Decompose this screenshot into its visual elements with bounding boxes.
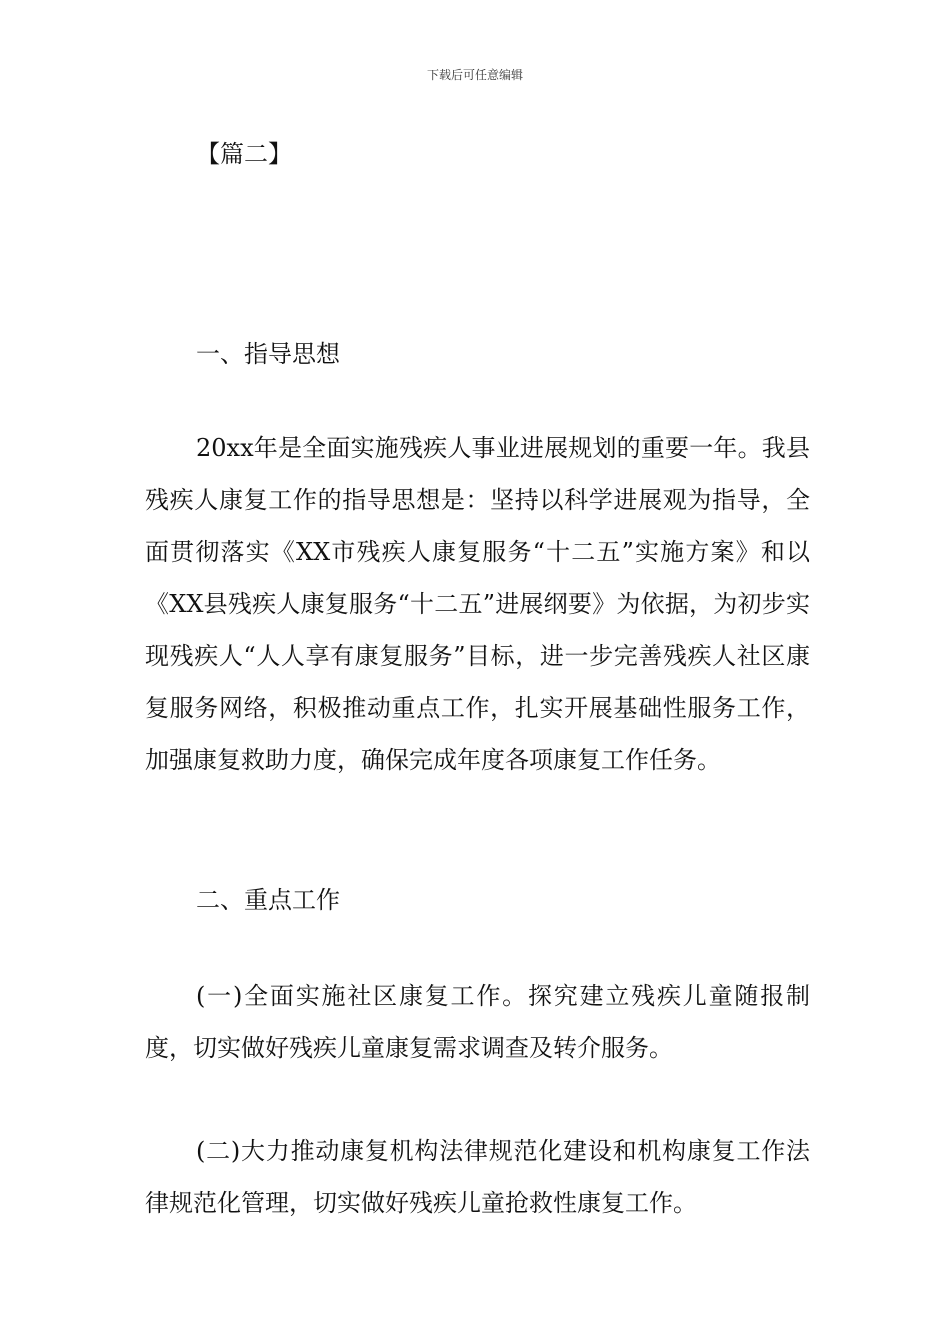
section-heading-key-work: 二、重点工作 xyxy=(196,886,340,914)
page-header-note: 下载后可任意编辑 xyxy=(426,68,523,82)
section-heading-guiding-thought: 一、指导思想 xyxy=(196,340,340,368)
paragraph-key-work-2: (二)大力推动康复机构法律规范化建设和机构康复工作法律规范化管理，切实做好残疾儿童抢救性康复工作。 xyxy=(145,1137,810,1217)
paragraph-guiding-thought: 20xx年是全面实施残疾人事业进展规划的重要一年。我县残疾人康复工作的指导思想是：坚持以科学进展观为指导，全面贯彻落实《XX市残疾人康复服务“十二五”实施方案》和以《XX县残疾人康复服务“十二五”进展纲要》为依据，为初步实现残疾人“人人享有康复服务”目标，进一步完善残疾人社区康复服务网络，积极推动重点工作，扎实开展基础性服务工作，加强康复救助力度，确保完成年度各项康复工作任务。 xyxy=(145,434,810,774)
paragraph-key-work-1: (一)全面实施社区康复工作。探究建立残疾儿童随报制度，切实做好残疾儿童康复需求调查及转介服务。 xyxy=(145,982,810,1062)
section-tag: 【篇二】 xyxy=(196,140,292,168)
